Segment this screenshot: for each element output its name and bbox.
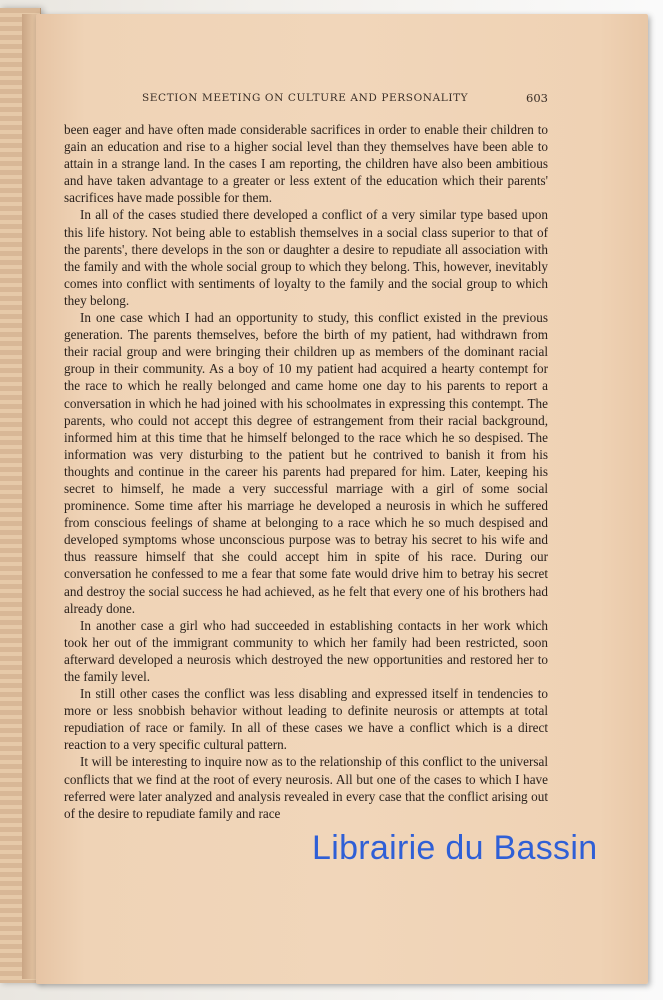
page-body	[64, 121, 548, 822]
paragraph: In still other cases the conflict was less disabling and expressed itself in tendencies to more or less snobbish behavior without leading to definite neurosis or attempts at total repudiation of race or family. In all of these cases we have a conflict which is a direct reaction to a very specific cultural pattern.	[64, 686, 548, 753]
paragraph: In all of the cases studied there developed a conflict of a very similar type based upon this life history. Not being able to establish themselves in a social class superior to that of the parents', there develops in the son or daughter a desire to repudiate all association with the family and with the whole social group to which they belong. This, however, inevitably comes into conflict with sentiments of loyalty to the family and the social group to which they belong.	[64, 207, 548, 308]
paragraph: It will be interesting to inquire now as to the relationship of this conflict to the universal conflicts that we find at the root of every neurosis. All but one of the cases to which I have referred were later analyzed and analysis revealed in every case that the conflict arising out of the desire to repudiate family and race	[64, 754, 548, 821]
paragraph: In another case a girl who had succeeded in establishing contacts in her work which took her out of the immigrant community to which her family had been restricted, soon afterward developed a neurosis which destroyed the new opportunities and restored her to the family level.	[64, 617, 548, 684]
paragraph: been eager and have often made considerable sacrifices in order to enable their children to gain an education and rise to a higher social level than they themselves have been able to attain in a strange land. In the cases I am reporting, the children have also been ambitious and have taken advantage to a greater or less extent of the education which their parents' sacrifices have made possible for them.	[64, 122, 548, 206]
paragraph: In one case which I had an opportunity to study, this conflict existed in the previous generation. The parents themselves, before the birth of my patient, had withdrawn from their racial group and were bringing their children up as members of the dominant racial group in their community. As a boy of 10 my patient had acquired a hearty contempt for the race to which he really belonged and came home one day to his parents to report a conversation in which he had joined with his schoolmates in expressing this contempt. The parents, who could not accept this degree of estrangement from their racial background, informed him at this time that he himself belonged to the race which he so despised. The information was very disturbing to the patient but he contrived to banish it from his thoughts and continue in the career his parents had prepared for him. Later, keeping his secret to himself, he made a very successful marriage with a girl of some social prominence. Some time after his marriage he developed a neurosis in which he suffered from conscious feelings of shame at belonging to a race which he so much despised and developed symptoms whose unconscious purpose was to betray his secret to his wife and thus reassure himself that she could accept him in spite of his race. During our conversation he confessed to me a fear that some fate would drive him to betray his secret and destroy the social success he had achieved, as he felt that every one of his brothers had already done.	[64, 310, 548, 616]
page-number: 603	[526, 91, 548, 105]
running-title: SECTION MEETING ON CULTURE AND PERSONALITY	[142, 92, 469, 104]
seller-watermark: Librairie du Bassin	[312, 829, 598, 867]
